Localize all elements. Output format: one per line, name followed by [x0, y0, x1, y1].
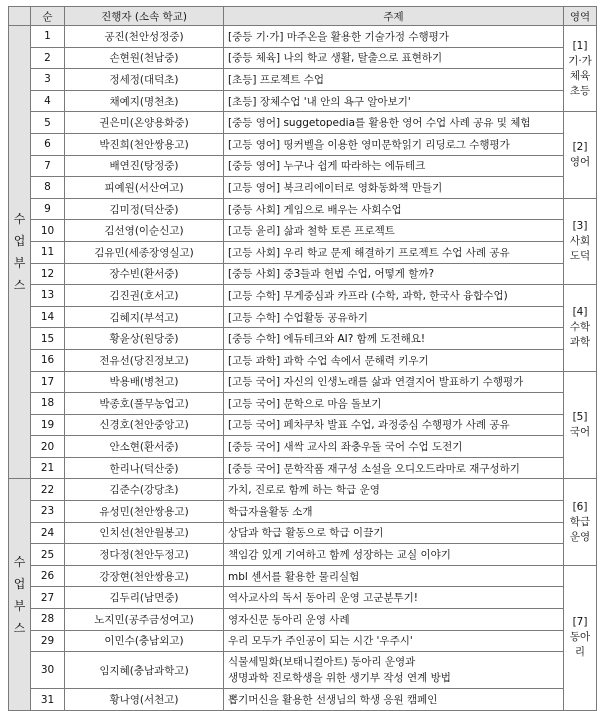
presenter-cell: 피예원(서산여고) — [65, 177, 224, 199]
topic-cell: [중등 국어] 문학작품 재구성 소설을 오디오드라마로 재구성하기 — [224, 457, 564, 479]
presenter-cell: 전유선(당진정보고) — [65, 349, 224, 371]
topic-cell: [고등 수학] 수업활동 공유하기 — [224, 306, 564, 328]
table-row — [9, 263, 597, 285]
area-cell — [564, 26, 597, 112]
presenter-cell: 안소현(환서중) — [65, 436, 224, 458]
table-row — [9, 241, 597, 263]
row-number: 23 — [31, 501, 65, 523]
header-division — [9, 7, 31, 26]
presenter-cell: 김혜지(부석고) — [65, 306, 224, 328]
table-row — [9, 133, 597, 155]
topic-cell: 학급자율활동 소개 — [224, 501, 564, 523]
topic-cell: 식물세밀화(보태니컬아트) 동아리 운영과 생명과학 진로학생을 위한 생기부 작성 연계 방법 — [224, 652, 564, 689]
row-number: 10 — [31, 220, 65, 242]
presenter-cell: 인치선(천안월봉고) — [65, 522, 224, 544]
area-cell — [564, 371, 597, 479]
presenter-cell: 김진권(호서고) — [65, 285, 224, 307]
table-row — [9, 306, 597, 328]
row-number: 19 — [31, 414, 65, 436]
table-row — [9, 285, 597, 307]
row-number: 24 — [31, 522, 65, 544]
row-number: 13 — [31, 285, 65, 307]
area-cell — [564, 198, 597, 284]
table-row — [9, 177, 597, 199]
topic-cell: [중등 사회] 중3들과 헌법 수업, 어떻게 할까? — [224, 263, 564, 285]
presenter-cell: 배연진(탕정중) — [65, 155, 224, 177]
topic-cell: [중등 국어] 새싹 교사의 좌충우돌 국어 수업 도전기 — [224, 436, 564, 458]
presenter-cell: 황윤상(원당중) — [65, 328, 224, 350]
presenter-cell: 손현원(천남중) — [65, 47, 224, 69]
presenter-cell: 노지민(공주금성여고) — [65, 609, 224, 631]
table-row — [9, 652, 597, 689]
topic-cell: [중등 영어] suggetopedia를 활용한 영어 수업 사례 공유 및 체험 — [224, 112, 564, 134]
table-row — [9, 436, 597, 458]
row-number: 30 — [31, 652, 65, 689]
table-row — [9, 689, 597, 711]
presenter-cell: 한리나(덕산중) — [65, 457, 224, 479]
topic-cell: [고등 국어] 페차쿠차 발표 수업, 과정중심 수행평가 사례 공유 — [224, 414, 564, 436]
row-number: 31 — [31, 689, 65, 711]
table-row — [9, 393, 597, 415]
row-number: 2 — [31, 47, 65, 69]
row-number: 25 — [31, 544, 65, 566]
area-cell — [564, 285, 597, 371]
area-line: [6] — [572, 500, 588, 513]
presenter-cell: 김두리(남면중) — [65, 587, 224, 609]
area-line: 초등 — [569, 84, 591, 97]
row-number: 6 — [31, 133, 65, 155]
presenter-cell: 김선영(이순신고) — [65, 220, 224, 242]
area-line: 영어 — [569, 156, 591, 169]
presenter-cell: 박종호(풀무농업고) — [65, 393, 224, 415]
division-char: 수 — [13, 212, 26, 227]
topic-cell: [중등 영어] 누구나 쉽게 따라하는 에듀테크 — [224, 155, 564, 177]
area-line: 학급 — [569, 515, 591, 528]
area-line: 수학 — [569, 321, 591, 334]
topic-cell: [고등 영어] 띵커벨을 이용한 영미문학읽기 리딩로그 수행평가 — [224, 133, 564, 155]
table-row — [9, 501, 597, 523]
presenter-cell: 권은미(온양용화중) — [65, 112, 224, 134]
presenter-cell: 장수빈(환서중) — [65, 263, 224, 285]
table-body — [9, 26, 597, 711]
presenter-cell: 박진희(천안쌍용고) — [65, 133, 224, 155]
division-char: 부 — [13, 256, 26, 271]
row-number: 22 — [31, 479, 65, 501]
area-cell — [564, 565, 597, 710]
topic-cell: [중등 수학] 에듀테크와 AI? 함께 도전해요! — [224, 328, 564, 350]
table-row — [9, 522, 597, 544]
row-number: 18 — [31, 393, 65, 415]
topic-cell: [고등 과학] 과학 수업 속에서 문해력 키우기 — [224, 349, 564, 371]
division-char: 업 — [13, 234, 26, 249]
area-line: 체육 — [569, 69, 591, 82]
area-line: 사회 — [569, 234, 591, 247]
area-line: 도덕 — [569, 249, 591, 262]
table-row — [9, 328, 597, 350]
row-number: 7 — [31, 155, 65, 177]
table-row — [9, 90, 597, 112]
area-cell — [564, 479, 597, 565]
row-number: 17 — [31, 371, 65, 393]
topic-cell: [고등 수학] 무게중심과 카프라 (수학, 과학, 한국사 융합수업) — [224, 285, 564, 307]
row-number: 27 — [31, 587, 65, 609]
division-cell — [9, 26, 31, 479]
row-number: 28 — [31, 609, 65, 631]
presenter-cell: 김준수(강당초) — [65, 479, 224, 501]
division-cell — [9, 479, 31, 710]
topic-cell: [고등 국어] 문학으로 마음 돌보기 — [224, 393, 564, 415]
table-row — [9, 587, 597, 609]
presenter-cell: 박용배(병천고) — [65, 371, 224, 393]
area-line: [7] — [572, 616, 588, 629]
table-row — [9, 198, 597, 220]
presenter-cell: 신경호(천안중앙고) — [65, 414, 224, 436]
area-line: [4] — [572, 306, 588, 319]
table-row — [9, 630, 597, 652]
topic-cell: [고등 국어] 자신의 인생노래를 삶과 연결지어 발표하기 수행평가 — [224, 371, 564, 393]
row-number: 21 — [31, 457, 65, 479]
topic-cell: [중등 사회] 게임으로 배우는 사회수업 — [224, 198, 564, 220]
presenter-cell: 황나영(서천고) — [65, 689, 224, 711]
presenter-cell: 임지혜(충남과학고) — [65, 652, 224, 689]
topic-cell: mbl 센서를 활용한 물리실험 — [224, 565, 564, 587]
presenter-cell: 공진(천안성정중) — [65, 26, 224, 48]
row-number: 4 — [31, 90, 65, 112]
topic-cell: [중등 기·가] 마주온을 활용한 기술가정 수행평가 — [224, 26, 564, 48]
table-row — [9, 609, 597, 631]
division-char: 수 — [13, 554, 26, 569]
row-number: 3 — [31, 69, 65, 91]
topic-cell: [초등] 프로젝트 수업 — [224, 69, 564, 91]
header-presenter: 진행자 (소속 학교) — [65, 7, 224, 26]
area-line: 운영 — [569, 530, 591, 543]
table-row — [9, 155, 597, 177]
row-number: 26 — [31, 565, 65, 587]
topic-cell: 영자신문 동아리 운영 사례 — [224, 609, 564, 631]
division-char: 부 — [13, 598, 26, 613]
table-row — [9, 371, 597, 393]
row-number: 11 — [31, 241, 65, 263]
table-row — [9, 26, 597, 48]
row-number: 1 — [31, 26, 65, 48]
row-number: 16 — [31, 349, 65, 371]
area-line: 기·가 — [568, 54, 592, 67]
header-row — [9, 7, 597, 26]
table-row — [9, 544, 597, 566]
presenter-cell: 김유민(세종장영실고) — [65, 241, 224, 263]
table-row — [9, 47, 597, 69]
table-row — [9, 479, 597, 501]
topic-cell: [고등 영어] 북크리에이터로 영화동화책 만들기 — [224, 177, 564, 199]
row-number: 14 — [31, 306, 65, 328]
area-line: 동아리 — [569, 631, 591, 659]
row-number: 29 — [31, 630, 65, 652]
division-char: 스 — [13, 278, 26, 293]
table-row — [9, 565, 597, 587]
topic-cell: [초등] 장체수업 '내 안의 욕구 알아보기' — [224, 90, 564, 112]
topic-cell: 뽑기머신을 활용한 선생님의 학생 응원 캠페인 — [224, 689, 564, 711]
row-number: 9 — [31, 198, 65, 220]
header-number: 순 — [31, 7, 65, 26]
header-area: 영역 — [564, 7, 597, 26]
topic-cell: [중등 체육] 나의 학교 생활, 탈출으로 표현하기 — [224, 47, 564, 69]
topic-cell: 책임감 있게 기여하고 함께 성장하는 교실 이야기 — [224, 544, 564, 566]
topic-cell: 우리 모두가 주인공이 되는 시간 '우주시' — [224, 630, 564, 652]
header-topic: 주제 — [224, 7, 564, 26]
presenter-cell: 채예지(명천초) — [65, 90, 224, 112]
topic-cell: 가치, 진로로 함께 하는 학급 운영 — [224, 479, 564, 501]
area-line: [3] — [572, 219, 588, 232]
table-row — [9, 457, 597, 479]
table-row — [9, 69, 597, 91]
area-line: [2] — [572, 141, 588, 154]
area-line: [5] — [572, 410, 588, 423]
presenter-cell: 정다정(천안두정고) — [65, 544, 224, 566]
row-number: 15 — [31, 328, 65, 350]
division-char: 스 — [13, 620, 26, 635]
schedule-table-wrapper — [8, 6, 597, 711]
area-cell — [564, 112, 597, 198]
presenter-cell: 강장현(천안쌍용고) — [65, 565, 224, 587]
row-number: 8 — [31, 177, 65, 199]
topic-cell: [고등 윤리] 삶과 철학 토론 프로젝트 — [224, 220, 564, 242]
table-row — [9, 414, 597, 436]
row-number: 5 — [31, 112, 65, 134]
presenter-cell: 김미정(덕산중) — [65, 198, 224, 220]
topic-cell: 역사교사의 독서 동아리 운영 고군분투기! — [224, 587, 564, 609]
area-line: [1] — [572, 39, 588, 52]
division-char: 업 — [13, 576, 26, 591]
table-row — [9, 220, 597, 242]
area-line: 국어 — [569, 425, 591, 438]
row-number: 20 — [31, 436, 65, 458]
row-number: 12 — [31, 263, 65, 285]
table-row — [9, 112, 597, 134]
topic-cell: 상담과 학급 활동으로 학급 이끌기 — [224, 522, 564, 544]
topic-cell: [고등 사회] 우리 학교 문제 해결하기 프로젝트 수업 사례 공유 — [224, 241, 564, 263]
presenter-cell: 이민수(충남외고) — [65, 630, 224, 652]
table-row — [9, 349, 597, 371]
presenter-cell: 유성민(천안쌍용고) — [65, 501, 224, 523]
schedule-table — [8, 6, 597, 711]
area-line: 과학 — [569, 336, 591, 349]
presenter-cell: 정세정(대덕초) — [65, 69, 224, 91]
